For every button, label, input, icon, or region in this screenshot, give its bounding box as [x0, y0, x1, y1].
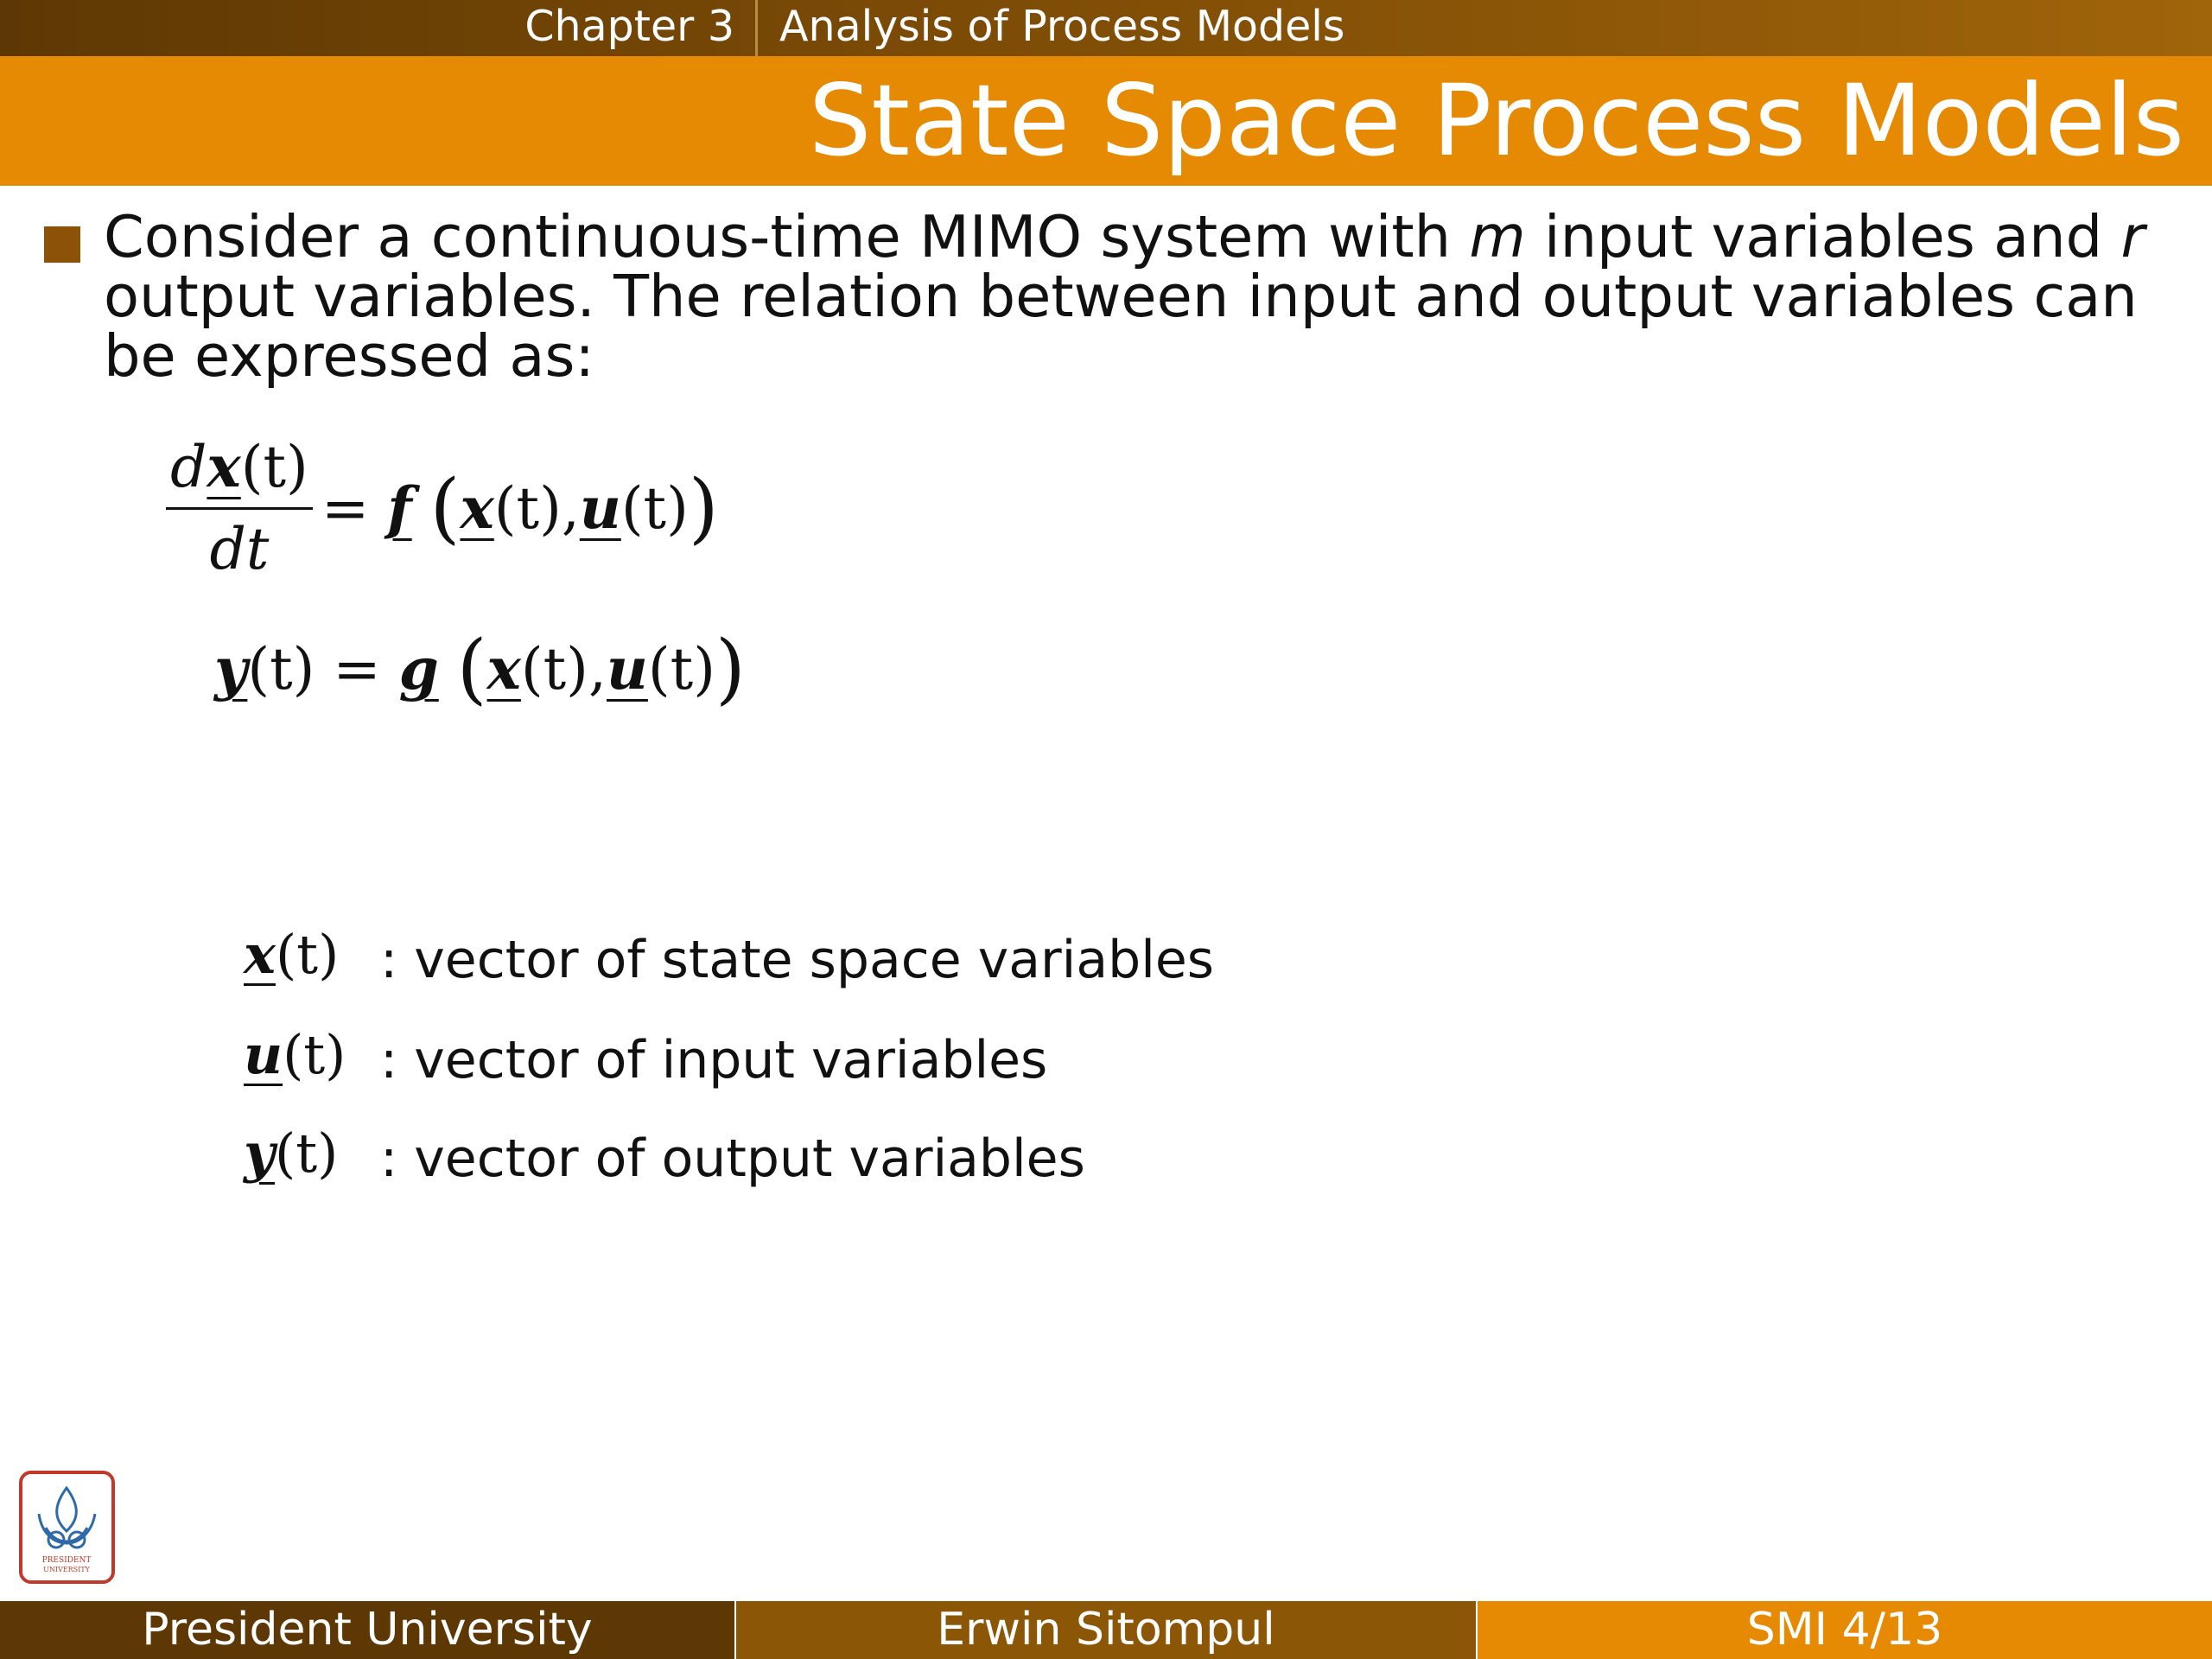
state-equation-rhs: = f (x(t),u(t)) — [321, 463, 719, 554]
chapter-bar — [0, 0, 2212, 56]
output-equation: y(t) = g (x(t),u(t)) — [214, 624, 746, 715]
footer-bar — [0, 1601, 2212, 1659]
definition-symbol-x: x(t) — [244, 923, 340, 986]
fraction-denominator: dt — [209, 516, 270, 582]
svg-text:UNIVERSITY: UNIVERSITY — [43, 1566, 90, 1573]
chapter-title: Analysis of Process Models — [779, 2, 1345, 51]
definition-text-u: : vector of input variables — [380, 1030, 1048, 1090]
chapter-separator — [755, 0, 758, 56]
footer-page-number: SMI 4/13 — [1478, 1601, 2212, 1659]
president-university-logo-icon — [17, 1469, 117, 1586]
title-bar — [0, 56, 2212, 186]
definition-text-y: : vector of output variables — [380, 1128, 1085, 1189]
footer-institution: President University — [0, 1601, 734, 1659]
fraction-numerator: dx(t) — [170, 433, 308, 500]
chapter-label: Chapter 3 — [524, 2, 734, 51]
definition-symbol-u: u(t) — [244, 1023, 346, 1086]
fraction-bar — [166, 507, 313, 510]
footer-author: Erwin Sitompul — [736, 1601, 1476, 1659]
definition-text-x: : vector of state space variables — [380, 930, 1215, 990]
intro-paragraph: Consider a continuous-time MIMO system with m input variables and r output variables. The relation between input and output variables can be expressed as: — [104, 203, 2145, 390]
slide-title: State Space Process Models — [809, 63, 2184, 178]
svg-text:PRESIDENT: PRESIDENT — [41, 1556, 92, 1565]
derivative-fraction — [166, 430, 313, 586]
definition-symbol-y: y(t) — [244, 1122, 339, 1185]
bullet-square-icon — [44, 226, 80, 263]
